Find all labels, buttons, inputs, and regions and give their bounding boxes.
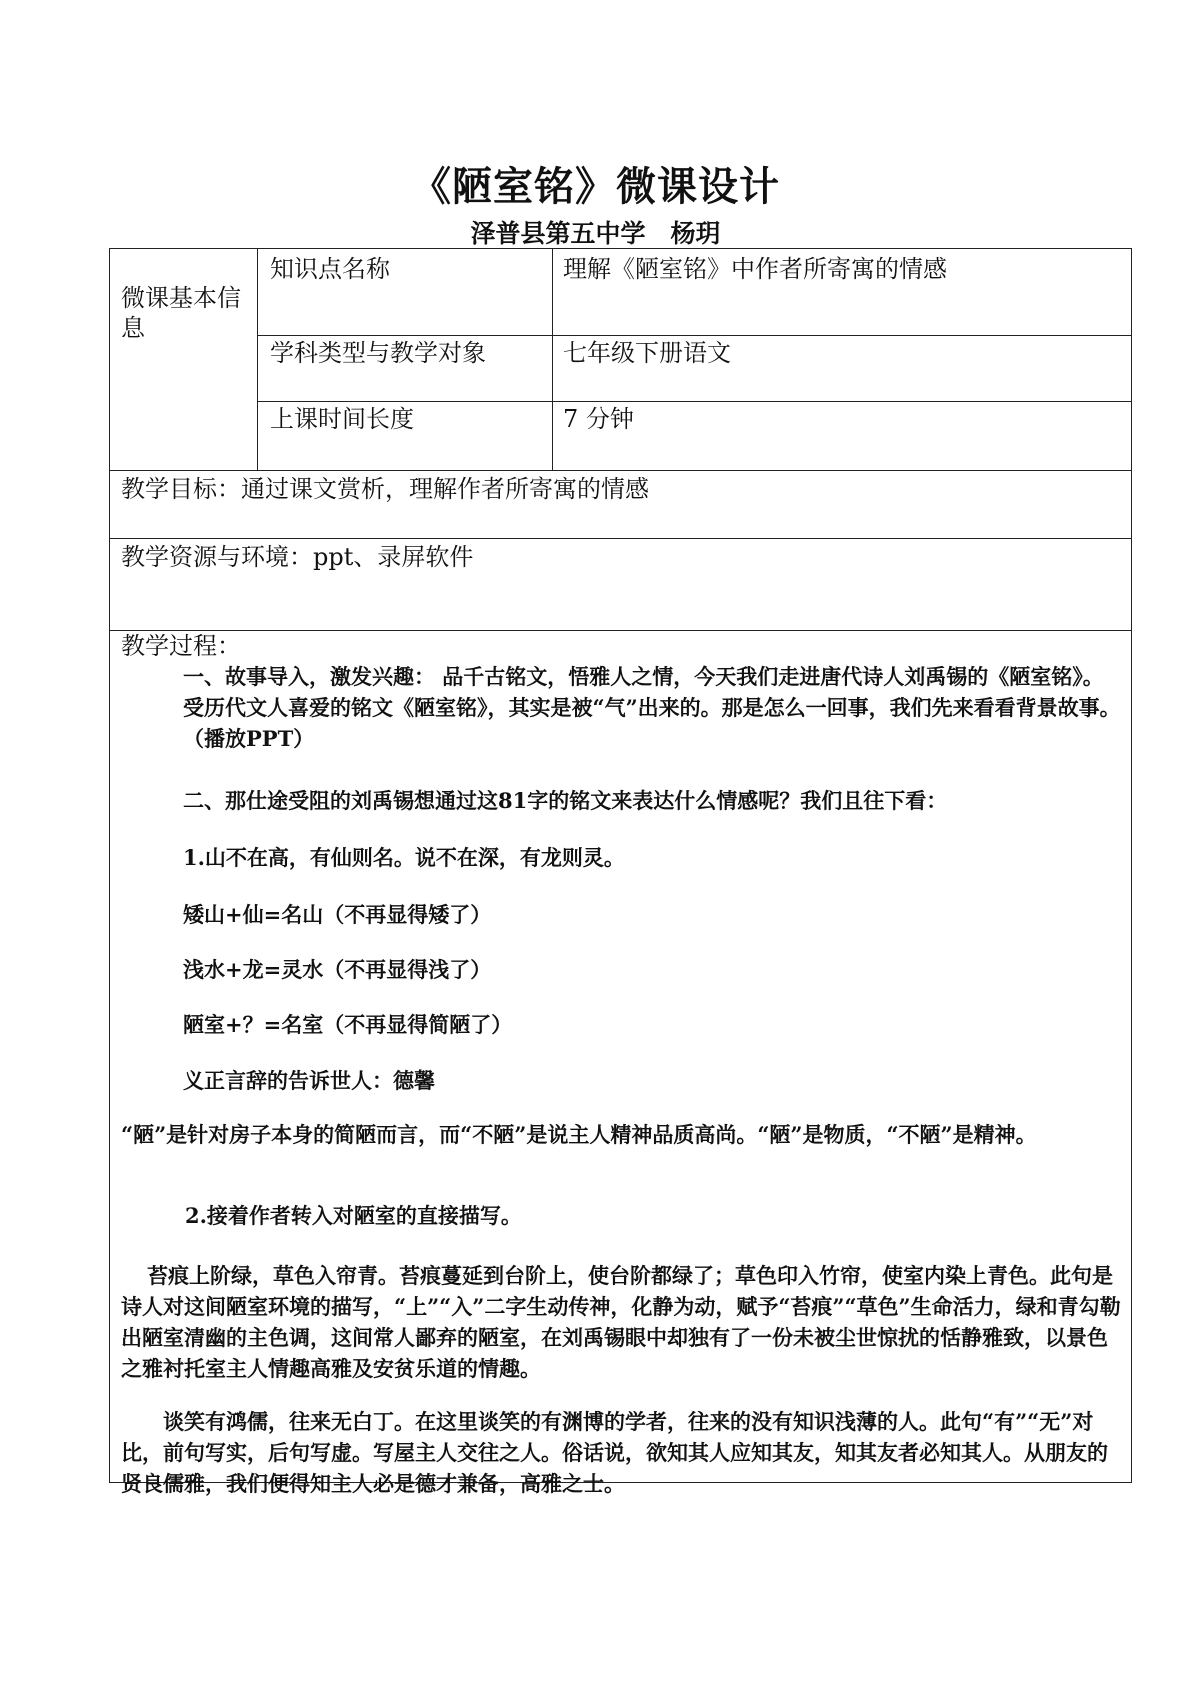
table-divider <box>257 401 1131 402</box>
process-paragraph: 1.山不在高，有仙则名。说不在深，有龙则灵。 <box>183 845 625 870</box>
process-heading: 教学过程： <box>121 632 241 660</box>
process-paragraph: 谈笑有鸿儒，往来无白丁。在这里谈笑的有渊博的学者，往来的没有知识浅薄的人。此句“有”“无”对比，前句写实，后句写虚。写屋主人交往之人。俗话说，欲知其人应知其友，知其友者必知其人。从朋友的贤良儒雅，我们便得知主人必是德才兼备，高雅之士。 <box>121 1409 1108 1496</box>
process-paragraph: 2.接着作者转入对陋室的直接描写。 <box>185 1203 522 1228</box>
info-label-subject: 学科类型与教学对象 <box>270 339 486 367</box>
author-line: 泽普县第五中学 杨玥 <box>470 219 721 248</box>
process-paragraph: “陋”是针对房子本身的简陋而言，而“不陋”是说主人精神品质高尚。“陋”是物质，“不陋”是精神。 <box>121 1122 1037 1147</box>
table-divider <box>110 538 1131 539</box>
table-divider <box>110 470 1131 471</box>
page-title: 《陋室铭》微课设计 <box>411 163 780 210</box>
table-divider <box>257 249 258 470</box>
teaching-objective: 教学目标：通过课文赏析，理解作者所寄寓的情感 <box>121 475 649 503</box>
process-paragraph: 苔痕上阶绿，草色入帘青。苔痕蔓延到台阶上，使台阶都绿了；草色印入竹帘，使室内染上青色。此句是诗人对这间陋室环境的描写，“上”“入”二字生动传神，化静为动，赋予“苔痕”“草色”生命活力，绿和青勾勒出陋室清幽的主色调，这间常人鄙弃的陋室，在刘禹锡眼中却独有了一份未被尘世惊扰的恬静雅致，以景色之雅衬托室主人情趣高雅及安贫乐道的情趣。 <box>121 1263 1121 1381</box>
table-divider <box>110 630 1131 631</box>
process-paragraph: 二、那仕途受阻的刘禹锡想通过这81字的铭文来表达什么情感呢？我们且往下看： <box>183 788 948 813</box>
process-paragraph: 浅水+龙=灵水（不再显得浅了） <box>183 957 492 982</box>
process-paragraph: 义正言辞的告诉世人：德馨 <box>183 1068 435 1093</box>
info-value-knowledge-point: 理解《陋室铭》中作者所寄寓的情感 <box>563 255 947 283</box>
info-section-label: 微课基本信息 <box>121 284 241 342</box>
info-value-subject: 七年级下册语文 <box>563 339 731 367</box>
teaching-resources: 教学资源与环境：ppt、录屏软件 <box>121 543 474 571</box>
process-paragraph: 一、故事导入，激发兴趣： 品千古铭文，悟雅人之情，今天我们走进唐代诗人刘禹锡的《陋室铭》。受历代文人喜爱的铭文《陋室铭》，其实是被“气”出来的。那是怎么一回事，我们先来看看背景故事。（播放PPT） <box>183 664 1121 751</box>
info-label-knowledge-point: 知识点名称 <box>270 255 390 283</box>
info-label-duration: 上课时间长度 <box>270 405 414 433</box>
table-divider <box>552 249 553 470</box>
table-divider <box>257 335 1131 336</box>
process-paragraph: 陋室+？=名室（不再显得简陋了） <box>183 1012 513 1037</box>
info-value-duration: 7 分钟 <box>563 405 634 433</box>
process-paragraph: 矮山+仙=名山（不再显得矮了） <box>183 902 492 927</box>
